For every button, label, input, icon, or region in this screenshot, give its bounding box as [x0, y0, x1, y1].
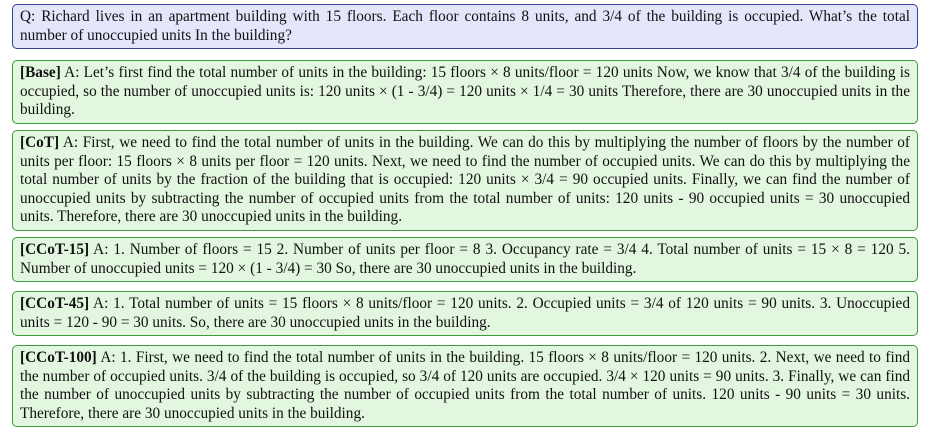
answer-tag: [CCoT-45] — [20, 295, 90, 312]
answer-tag: [CCoT-15] — [20, 241, 90, 258]
answer-text: A: First, we need to find the total number of units in the building. We can do this by multiplying the number of floors by the number of units per floor: 15 floors × 8 units per floor = 120 units. Next, we need to find the number of occupied units. We can do this by multiplying the total number of units by the fraction of the building that is occupied: 120 units × 3/4 = 90 occupied units. Finally, we can find the number of unoccupied units by subtracting the number of occupied units from the total number of units: 120 units - 90 occupied units = 30 unoccupied units. Therefore, there are 30 unoccupied units in the building. — [20, 134, 910, 226]
answer-text: A: 1. Total number of units = 15 floors × 8 units/floor = 120 units. 2. Occupied units = 3/4 of 120 units = 90 units. 3. Unoccupied units = 120 - 90 = 30 units. So, there are 30 unoccupied units in the building. — [20, 295, 910, 331]
question-text: Q: Richard lives in an apartment building with 15 floors. Each floor contains 8 units, and 3/4 of the building is occupied. What’s the total number of unoccupied units In the building? — [20, 8, 910, 44]
answer-box-ccot-100 — [12, 345, 918, 427]
answer-text: A: 1. Number of floors = 15 2. Number of units per floor = 8 3. Occupancy rate = 3/4 4. Total number of units = 15 × 8 = 120 5. Number of unoccupied units = 120 × (1 - 3/4) = 30 So, there are 30 unoccupied units in the building. — [20, 241, 910, 277]
answer-box-ccot-15 — [12, 237, 918, 282]
answer-box-cot — [12, 130, 918, 231]
answer-text: A: 1. First, we need to find the total number of units in the building. 15 floors × 8 units/floor = 120 units. 2. Next, we need to find the number of occupied units. 3/4 of the building is occupied, so 3/4 of 120 units are occupied. 3/4 × 120 units = 90 units. 3. Finally, we can find the number of unoccupied units by subtracting the number of occupied units from the total number of units. 120 units - 90 units = 30 units. Therefore, there are 30 unoccupied units in the building. — [20, 349, 910, 422]
answer-tag: [CCoT-100] — [20, 349, 97, 366]
answer-text: A: Let’s first find the total number of units in the building: 15 floors × 8 units/floor = 120 units Now, we know that 3/4 of the building is occupied, so the number of unoccupied units is: 120 units × (1 - 3/4) = 120 units × 1/4 = 30 units Therefore, there are 30 unoccupied units in the building. — [20, 64, 910, 119]
answer-box-base — [12, 60, 918, 124]
question-box — [12, 4, 918, 49]
answer-tag: [Base] — [20, 64, 61, 81]
answer-tag: [CoT] — [20, 134, 60, 151]
answer-box-ccot-45 — [12, 291, 918, 336]
